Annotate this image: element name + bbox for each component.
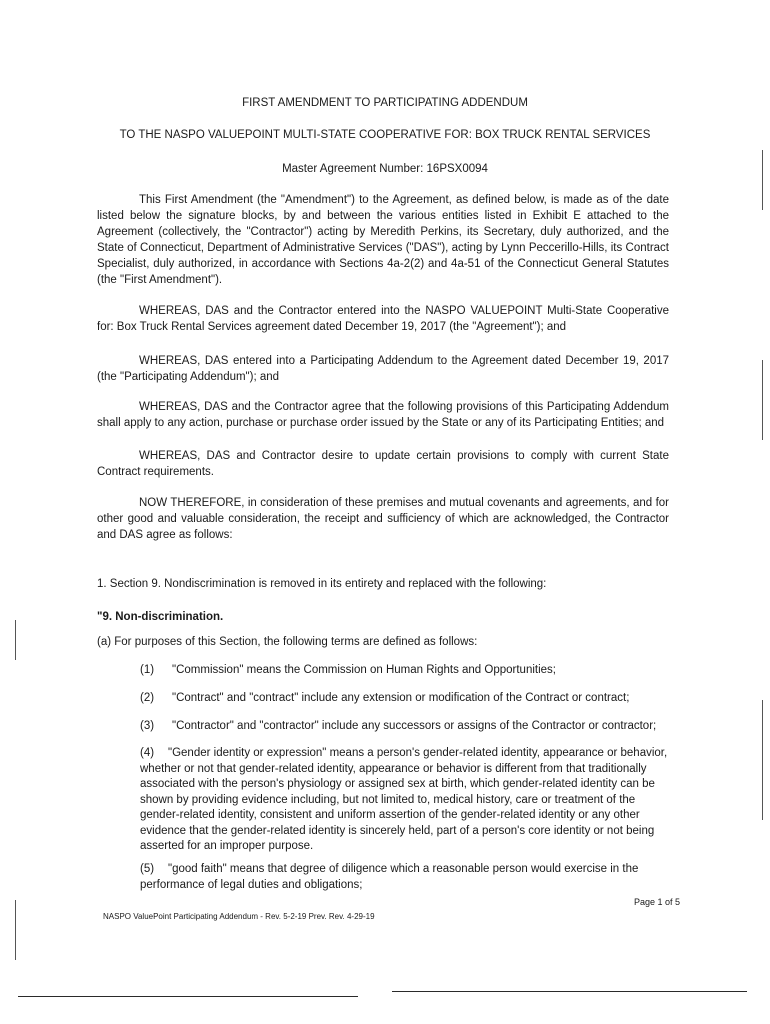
definition-number: (1) [140,664,155,676]
document-subtitle: TO THE NASPO VALUEPOINT MULTI-STATE COOPERATIVE FOR: BOX TRUCK RENTAL SERVICES [119,129,651,141]
scan-bottom-line [18,996,358,997]
scan-edge-mark [762,700,763,820]
document-title: FIRST AMENDMENT TO PARTICIPATING ADDENDUM [242,97,528,109]
definition-number: (5) [140,863,155,875]
definition-number: (2) [140,692,155,704]
scan-edge-mark [762,360,763,440]
definition-text: "good faith" means that degree of diligence which a reasonable person would exercise in the performance of legal duties and obligations; [140,863,639,891]
whereas-paragraph: WHEREAS, DAS entered into a Participating Addendum to the Agreement dated December 19, 2017 (the "Participating Addendum"); and [97,355,669,383]
definition-text: "Commission" means the Commission on Human Rights and Opportunities; [172,664,556,676]
definition-number: (3) [140,720,155,732]
clause-a: (a) For purposes of this Section, the following terms are defined as follows: [97,636,478,648]
definition-item [140,862,678,893]
scan-edge-mark [762,150,763,210]
section-9-heading: "9. Non-discrimination. [97,611,224,623]
definition-item [140,746,678,855]
section-1-text: 1. Section 9. Nondiscrimination is removed in its entirety and replaced with the following: [97,578,547,590]
definition-item [140,690,680,706]
whereas-paragraph: WHEREAS, DAS and the Contractor entered into the NASPO VALUEPOINT Multi-State Cooperative for: Box Truck Rental Services agreement dated December 19, 2017 (the "Agreement"); and [97,305,669,333]
whereas-paragraph: WHEREAS, DAS and the Contractor agree that the following provisions of this Participating Addendum shall apply to any action, purchase or purchase order issued by the State or any of its Participating Entities; and [97,401,669,429]
intro-paragraph: This First Amendment (the "Amendment") to the Agreement, as defined below, is made as of the date listed below the signature blocks, by and between the various entities listed in Exhibit E attached to the Agreement (collectively, the "Contractor") acting by Meredith Perkins, its Secretary, duly authorized, and the State of Connecticut, Department of Administrative Services ("DAS"), acting by Lynn Peccerillo-Hills, its Contract Specialist, duly authorized, in accordance with Sections 4a-2(2) and 4a-51 of the Connecticut General Statutes (the "First Amendment"). [97,194,669,286]
page-number: Page 1 of 5 [633,897,680,907]
definition-text: "Contractor" and "contractor" include any successors or assigns of the Contractor or contractor; [172,720,657,732]
now-therefore-paragraph: NOW THEREFORE, in consideration of these premises and mutual covenants and agreements, and for other good and valuable consideration, the receipt and sufficiency of which are acknowledged, the Contractor and DAS agree as follows: [97,497,669,541]
definition-text: "Gender identity or expression" means a person's gender-related identity, appearance or behavior, whether or not that gender-related identity, appearance or behavior is different from that traditionally associated with the person's physiology or assigned sex at birth, which gender-related identity can be shown by providing evidence including, but not limited to, medical history, care or treatment of the gender-related identity, consistent and uniform assertion of the gender-related identity or any other evidence that the gender-related identity is sincerely held, part of a person's core identity or not being asserted for an improper purpose. [140,747,668,852]
scan-bottom-line [392,991,747,992]
scan-edge-mark [15,620,16,660]
definition-item [140,718,680,734]
scan-edge-mark [15,900,16,960]
footer-revision-text: NASPO ValuePoint Participating Addendum - Rev. 5-2-19 Prev. Rev. 4-29-19 [103,912,375,921]
whereas-paragraph: WHEREAS, DAS and Contractor desire to update certain provisions to comply with current State Contract requirements. [97,450,669,478]
definition-number: (4) [140,747,155,759]
definition-text: "Contract" and "contract" include any extension or modification of the Contract or contract; [172,692,630,704]
master-agreement-number: Master Agreement Number: 16PSX0094 [282,163,488,175]
definition-item [140,662,680,678]
